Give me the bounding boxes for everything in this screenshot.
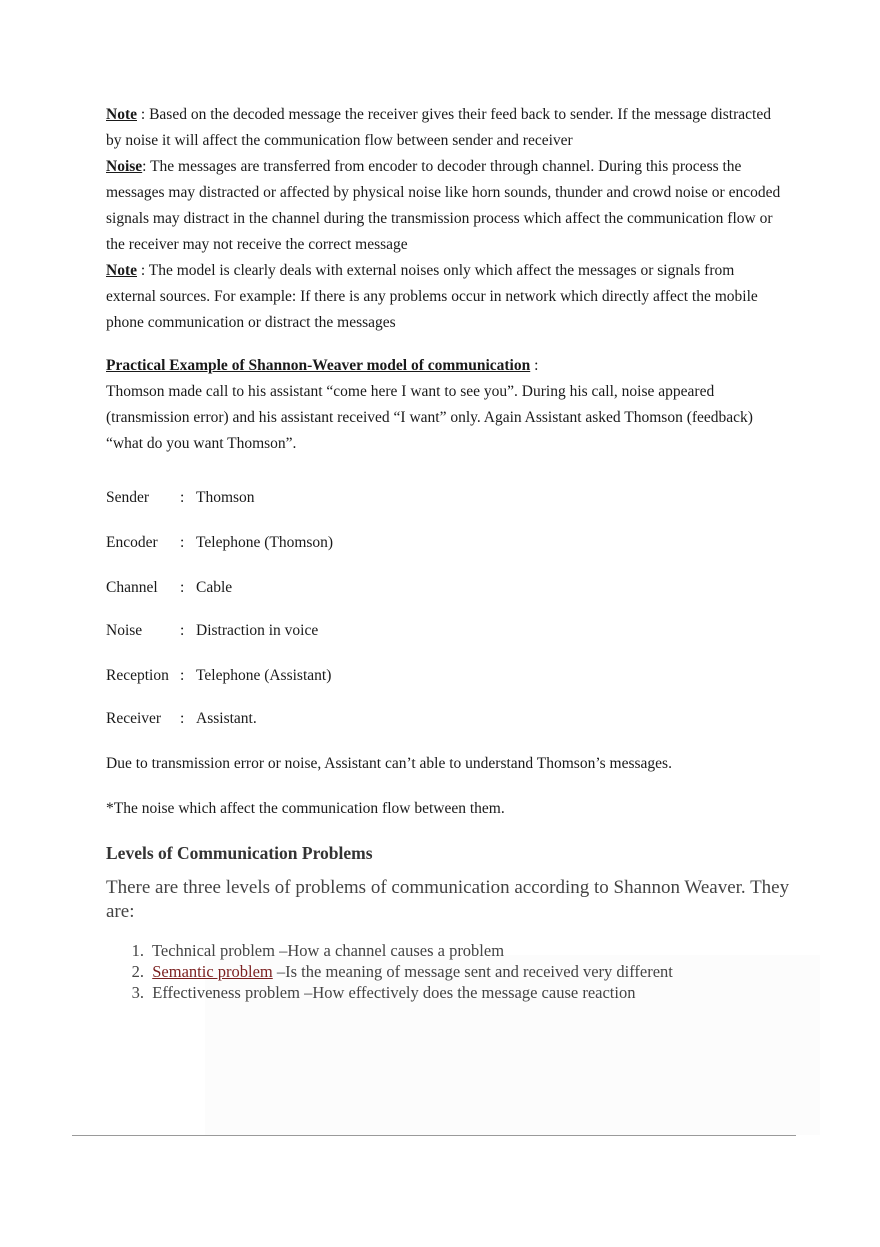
note-separator: : [137, 262, 149, 279]
mapping-colon: : [180, 622, 185, 639]
conclusion-text: Due to transmission error or noise, Assistant can’t able to understand Thomson’s messages. [106, 755, 672, 772]
list-number: 3. [131, 983, 144, 1002]
mapping-key: Encoder [106, 534, 158, 551]
list-item [106, 940, 673, 961]
practical-example-body: Thomson made call to his assistant “come here I want to see you”. During his call, noise appeared (transmission error) and his assistant received “I want” only. Again Assistant asked Thomson (feedback) “what do you want Thomson”. [106, 383, 753, 452]
practical-example-heading: Practical Example of Shannon-Weaver model of communication [106, 357, 531, 374]
list-item [106, 961, 673, 982]
practical-example-section [106, 353, 786, 457]
mapping-value: Thomson [196, 489, 255, 506]
mapping-row-channel [106, 578, 232, 598]
note-paragraph-1 [106, 102, 786, 154]
footnote-text: *The noise which affect the communication flow between them. [106, 800, 505, 817]
mapping-row-receiver [106, 709, 257, 729]
list-item-desc: –How effectively does the message cause reaction [299, 983, 636, 1002]
heading-suffix: : [530, 357, 539, 374]
noise-label: Noise [106, 158, 143, 175]
mapping-row-reception [106, 666, 331, 686]
noise-text: The messages are transferred from encoder to decoder through channel. During this process the messages may distracted or affected by physical noise like horn sounds, thunder and crowd noise or encoded signals may distract in the channel during the transmission process which affect the communication flow or the receiver may not receive the correct message [106, 158, 781, 253]
footer-divider [72, 1135, 796, 1136]
levels-heading: Levels of Communication Problems [106, 843, 373, 863]
note-paragraph-2 [106, 258, 786, 336]
mapping-row-encoder [106, 533, 333, 553]
mapping-value: Telephone (Thomson) [196, 534, 334, 551]
list-item-desc: –How a channel causes a problem [274, 941, 505, 960]
list-number: 2. [131, 962, 144, 981]
noise-separator: : [142, 158, 151, 175]
mapping-colon: : [180, 667, 185, 684]
mapping-key: Sender [106, 489, 150, 506]
levels-list [106, 940, 673, 1003]
list-item-desc: –Is the meaning of message sent and received very different [272, 962, 673, 981]
mapping-value: Assistant. [196, 710, 257, 727]
note-text: The model is clearly deals with external noises only which affect the messages or signals from external sources. For example: If there is any problems occur in network which directly affect the mobile phone communication or distract the messages [106, 262, 758, 331]
list-number: 1. [131, 941, 144, 960]
note-separator: : [137, 106, 150, 123]
levels-intro: There are three levels of problems of communication according to Shannon Weaver. They are: [106, 877, 790, 922]
noise-paragraph [106, 154, 786, 258]
mapping-key: Noise [106, 622, 143, 639]
mapping-key: Receiver [106, 710, 162, 727]
note-text: Based on the decoded message the receiver gives their feed back to sender. If the message distracted by noise it will affect the communication flow between sender and receiver [106, 106, 771, 149]
mapping-colon: : [180, 534, 185, 551]
mapping-key: Channel [106, 579, 158, 596]
list-item-title: Effectiveness problem [152, 983, 300, 1002]
semantic-problem-link[interactable]: Semantic problem [152, 962, 273, 981]
mapping-key: Reception [106, 667, 169, 684]
note-label: Note [106, 106, 137, 123]
mapping-value: Telephone (Assistant) [196, 667, 332, 684]
list-item [106, 982, 673, 1003]
mapping-row-sender [106, 488, 255, 508]
mapping-value: Distraction in voice [196, 622, 319, 639]
list-item-title: Technical problem [151, 941, 275, 960]
mapping-row-noise [106, 621, 318, 641]
mapping-value: Cable [196, 579, 233, 596]
mapping-colon: : [180, 710, 185, 727]
mapping-colon: : [180, 489, 185, 506]
note-label: Note [106, 262, 137, 279]
mapping-colon: : [180, 579, 185, 596]
